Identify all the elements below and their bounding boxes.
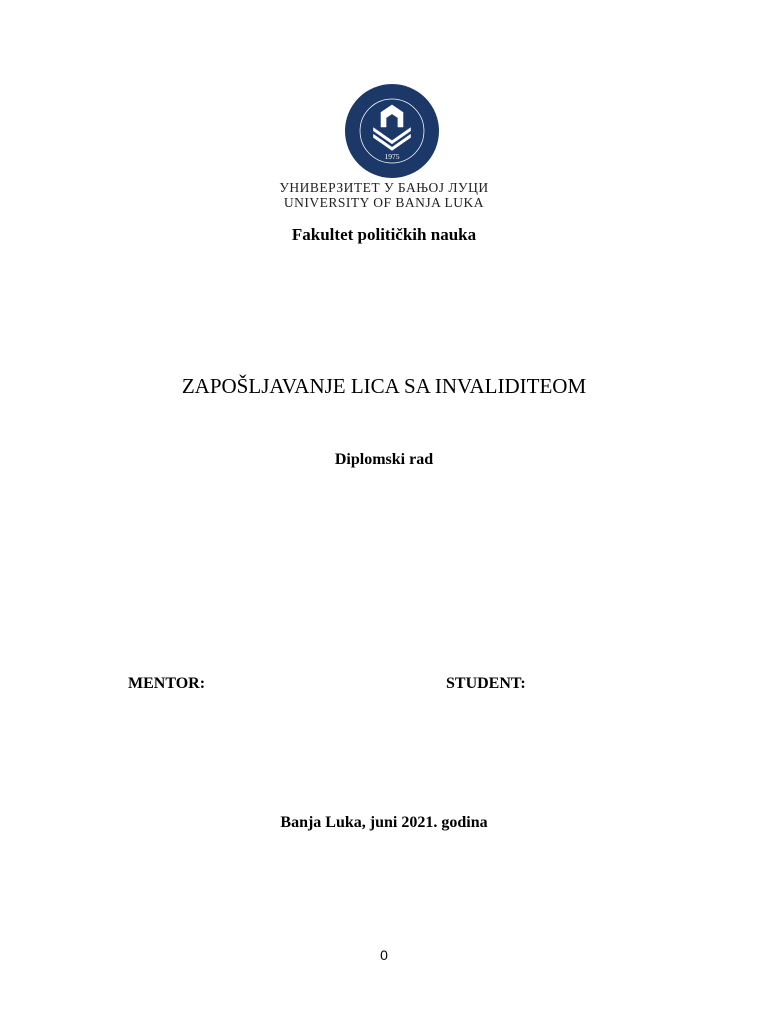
- place-date: Banja Luka, juni 2021. godina: [280, 814, 488, 831]
- university-name-cyrillic: УНИВЕРЗИТЕТ У БАЊОЈ ЛУЦИ: [279, 180, 489, 195]
- university-name-latin: UNIVERSITY OF BANJA LUKA: [283, 195, 485, 210]
- university-logo: [345, 84, 439, 178]
- thesis-type: Diplomski rad: [334, 451, 434, 468]
- thesis-title: ZAPOŠLJAVANJE LICA SA INVALIDITEOM: [181, 374, 587, 398]
- logo-year: 1975: [384, 152, 400, 162]
- mentor-label: MENTOR:: [128, 675, 206, 692]
- student-label: STUDENT:: [446, 675, 526, 692]
- faculty-name: Fakultet političkih nauka: [291, 225, 477, 244]
- page-number: 0: [380, 947, 388, 963]
